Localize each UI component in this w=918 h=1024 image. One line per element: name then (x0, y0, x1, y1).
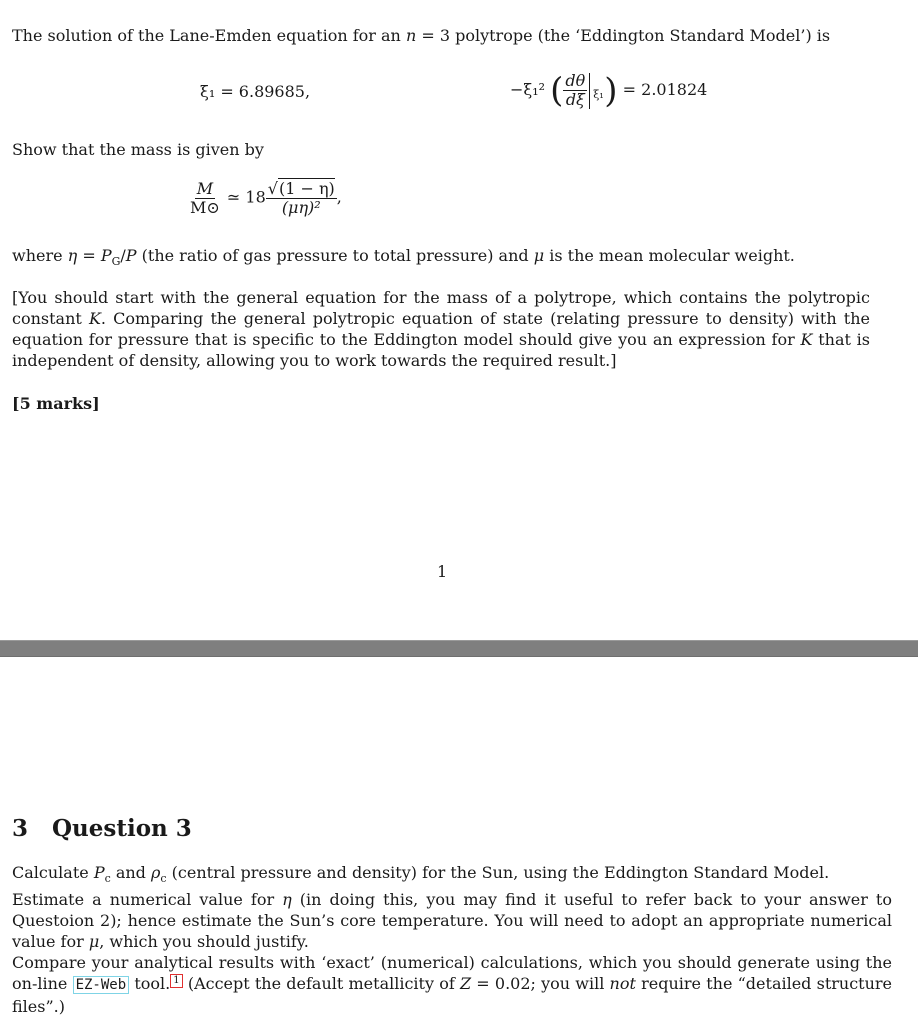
sqrt-fraction: $\frac{√(1 - \eta)}{\text{(μη)²}}$ (267, 179, 335, 217)
section-heading (12, 815, 192, 843)
mass-equation: $\frac{M}{M⊙}$ ≃ 18 $\frac{√(1 - \eta)}{\text{(μη)²}}$ , (190, 179, 342, 217)
hint-paragraph: [You should start with the general equation for the mass of a polytrope, which contains the polytropic constant K. Comparing the general polytropic equation of state (relating pressure to density) with the equation for pressure that is specific to the Eddington model should give you an expression for K that is independent of density, allowing you to work towards the required result.] (12, 288, 870, 370)
dtheta-dxi-fraction: $\frac{d\theta}{d\xi}$ (565, 71, 586, 109)
section-title: Question 3 (52, 815, 192, 842)
evaluation-bar: ξ₁ (589, 73, 590, 109)
n-variable: n (405, 26, 417, 45)
approx-18: ≃ 18 (226, 187, 266, 207)
right-paren: ) (604, 70, 618, 111)
intro-line (12, 25, 830, 46)
mass-ratio-fraction: $\frac{M}{M⊙}$ (190, 179, 220, 217)
question-line-1: Calculate $P_c$ and $\rho_c$ (central pressure and density) for the Sun, using the Eddington Standard Model. (12, 863, 830, 886)
show-line: Show that the mass is given by (12, 140, 264, 159)
derivative-equation (510, 70, 707, 110)
xi1-equation: ξ₁ = 6.89685, (200, 82, 311, 101)
question-line-3: Compare your analytical results with ‘exact’ (numerical) calculations, which you should generate using the on-line EZ-Web tool. 1 (Accept the default metallicity of Z = 0.02; you will not require the “detailed structure files”.) (12, 953, 893, 1017)
section-number: 3 (12, 815, 29, 842)
marks-label: [5 marks] (12, 394, 100, 413)
minus-xi-squared: −ξ₁² (510, 80, 546, 99)
derivative-result: = 2.01824 (622, 80, 708, 99)
ez-web-tool-link[interactable]: EZ-Web (73, 976, 130, 994)
document-page-2 (0, 657, 918, 1024)
question-paragraph (12, 862, 892, 1017)
footnote-link[interactable]: 1 (170, 974, 182, 988)
question-line-2: Estimate a numerical value for η (in doing this, you may find it useful to refer back to your answer to Questoion 2); hence estimate the Sun’s core temperature. You will need to adopt an appropriate numerical value for μ, which you should justify. (12, 890, 892, 952)
where-line: where $\eta = P_G/P$ (the ratio of gas pressure to total pressure) and μ is the mean molecular weight. (12, 246, 795, 269)
page-number: 1 (437, 562, 448, 581)
page-separator (0, 640, 918, 657)
left-paren: ( (550, 70, 564, 111)
intro-text: The solution of the Lane-Emden equation for an (12, 26, 406, 45)
intro-text-2: = 3 polytrope (the ‘Eddington Standard Model’) is (416, 26, 831, 45)
